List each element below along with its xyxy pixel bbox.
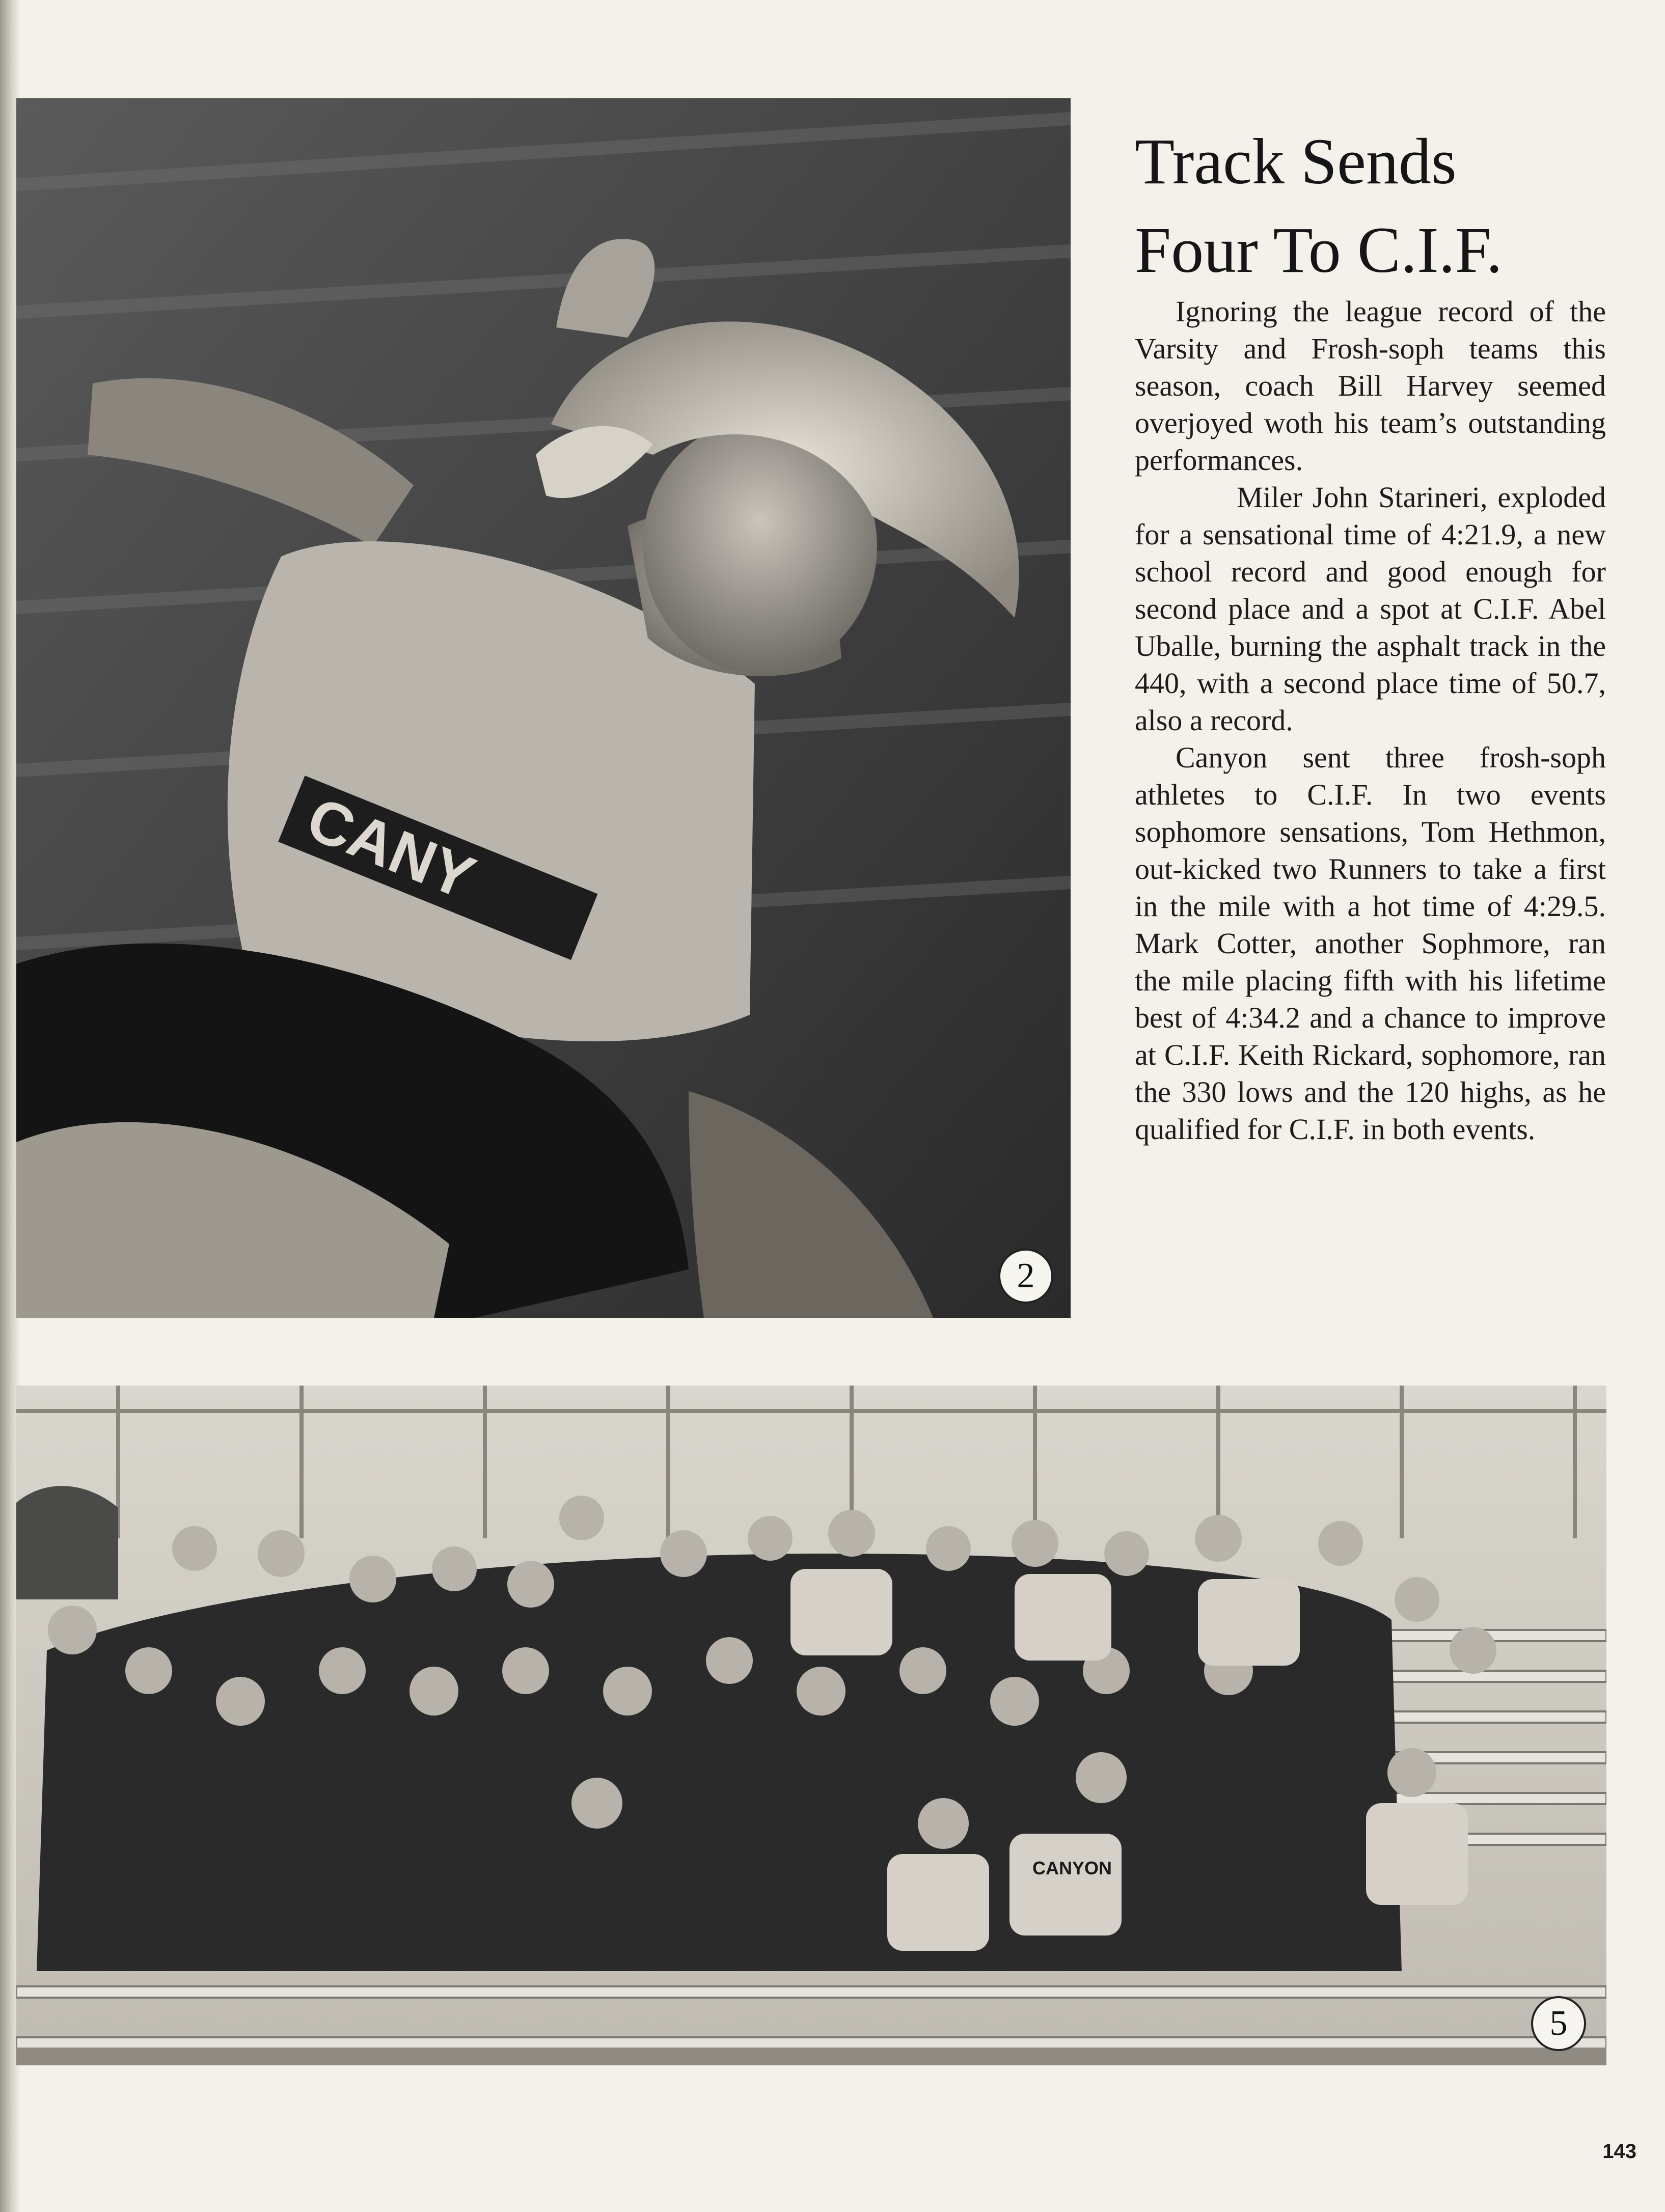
team-photo: [16, 1386, 1606, 2065]
team-jersey-text: CANYON: [1032, 1858, 1112, 1878]
article-paragraph: Miler John Starineri, exploded for a sensational time of 4:21.9, a new school record and good enough for second place and a spot at C.I.F. Abel Uballe, burning the asphalt track in the 440, with a second place time of 50.7, also a record.: [1135, 481, 1606, 737]
headline-line-2: Four To C.I.F.: [1135, 214, 1503, 286]
article-body: [1135, 293, 1606, 1148]
team-photo-image: [16, 1386, 1606, 2065]
page-number: 143: [1602, 2140, 1636, 2163]
article-paragraph: Canyon sent three frosh-soph athletes to C.I.F. In two events sophomore sensations, Tom Hethmon, out-kicked two Runners to take a first in the mile with a hot time of 4:29.5. Mark Cotter, another Sophmore, ran the mile placing fifth with his lifetime best of 4:34.2 and a chance to improve at C.I.F. Keith Rickard, sophomore, ran the 330 lows and the 120 highs, as he qualified for C.I.F. in both events.: [1135, 741, 1606, 1146]
runner-photo-image: [16, 98, 1071, 1318]
runner-photo: [16, 98, 1071, 1318]
article-paragraph: Ignoring the league record of the Varsity and Frosh-soph teams this season, coach Bill Harvey seemed overjoyed woth his team’s outstanding performances.: [1135, 295, 1606, 477]
photo-number-badge: 5: [1531, 1996, 1586, 2051]
runner-jersey-text: CANY: [297, 784, 484, 913]
photo-number-badge: 2: [998, 1249, 1053, 1304]
headline-line-1: Track Sends: [1135, 125, 1457, 198]
article-headline: [1135, 117, 1644, 294]
